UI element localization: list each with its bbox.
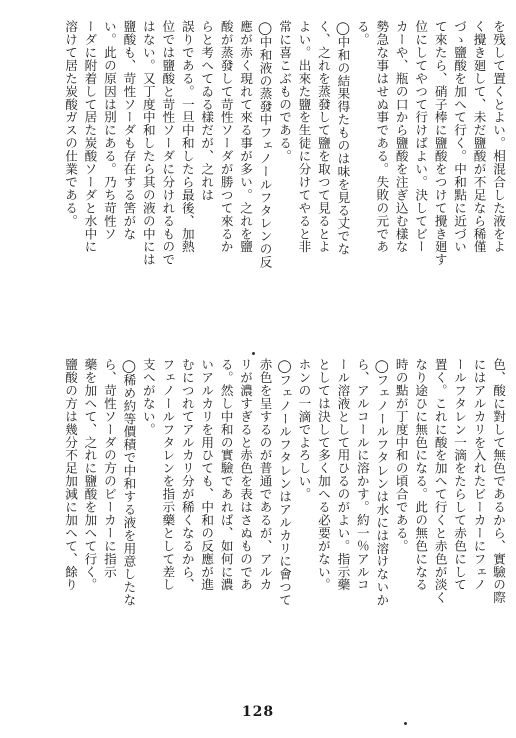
print-speck [252, 352, 255, 355]
text-block-upper: を残して置くとよい。相混合した液をよ く攪き廻して、未だ鹽酸が不足なら稀僅 づゝ鹽酸を加へて行く。中和點に近づい て來たら、硝子棒に鹽酸をつけて攪き廻す 位にしてやつて行けばよい。決してビー カーや、瓶の口から鹽酸を注ぎ込む樣な 勢急な事はせぬ事である。失敗の元であ る。 ◯中和の結果得たものは味を見る丈でな く、之れを蒸發して鹽を取つて見るとよ よい。出來た鹽を生徒に分けてやると非 常に喜こぶものである。 ◯中和液の蒸發中フェノールフタレンの反 應が赤く現れて來る事が多い。之れを鹽 酸が蒸發して苛性ソーダが勝つて來るか らと考へてゐる樣だが、之れは 誤りである。一旦中和したら最後、加熱 位では鹽酸と苛性ソーダに分けれるもので はない。又丁度中和したら其の液の中には 鹽酸も、苛性ソーダも存在する筈がな い。此の原因は別にある。乃ち苛性ソ ーダに附着して居た炭酸ソーダと水中に 溶けて居た炭酸ガスの仕業である。 [63, 20, 506, 269]
text-block-lower: 色、酸に對して無色であるから、實驗の際 にはアルカリを入れたビーカーにフェノ ールフタレン一滴をたらして赤色にして 置く。これに酸を加へて行くと赤色が淡く なり途ひに無色になる。此の無色になる 時の點が丁度中和の頃合である。 ◯フェノールフタレンは水には溶けないか ら、アルコールに溶かす。約一％アルコ ール溶液として用ひるのがよい。指示藥 としては決して多く加へる必要がない。 ホンの一滴でよろしい。 ◯フェノールフタレンはアルカリに會つて 赤色を呈するのが普通であるが、アルカ リが濃すぎると赤色を表はさぬものであ る。然し中和の實驗であれば、如何に濃 いアルカリを用ひても、中和の反應が進 むにつれてアルカリ分が稀くなるから、 フェノールフタレンを指示藥として差し 支へがない。 ◯稀め約等價積で中和する液を用意したな ら、苛性ソーダの方のビーカーに指示 藥を加へて、之れに鹽酸を加へて行く。 鹽酸の方は幾分不足加減に加へて、餘り [63, 358, 506, 607]
page-number: 128 [241, 704, 275, 720]
print-speck [404, 722, 407, 725]
